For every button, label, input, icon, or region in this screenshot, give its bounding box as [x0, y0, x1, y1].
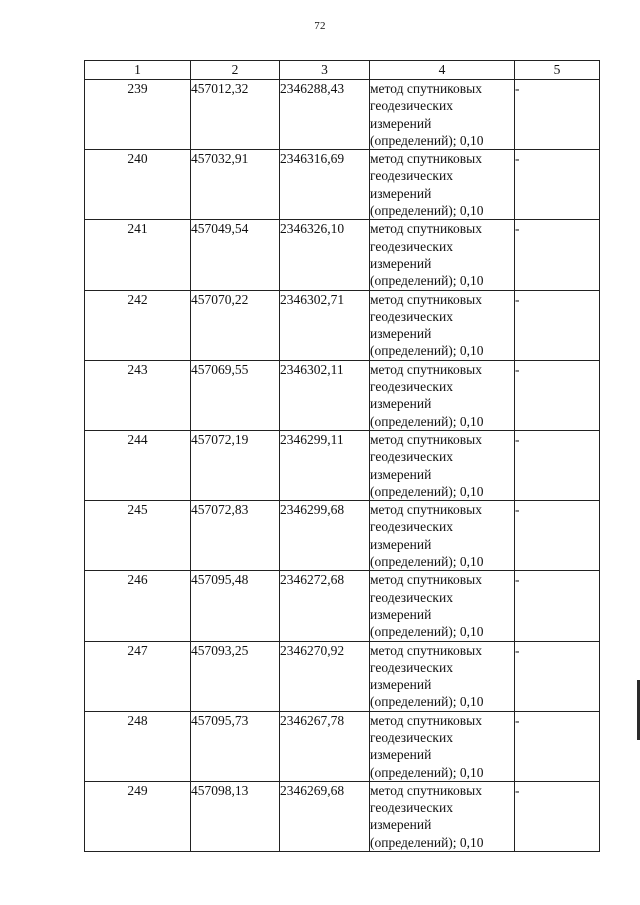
- method-cell: [370, 430, 515, 500]
- method-line: геодезических: [370, 449, 453, 465]
- y-coordinate-cell: 2346267,78: [280, 711, 370, 781]
- note-cell: -: [515, 430, 600, 500]
- point-number-cell: 243: [85, 360, 191, 430]
- method-cell: [370, 781, 515, 851]
- method-cell: [370, 220, 515, 290]
- note-cell: -: [515, 711, 600, 781]
- table-row: [85, 711, 600, 781]
- point-number-cell: 241: [85, 220, 191, 290]
- method-line: измерений: [370, 255, 432, 271]
- method-cell: [370, 711, 515, 781]
- method-line: измерений: [370, 396, 432, 412]
- x-coordinate-cell: 457098,13: [191, 781, 280, 851]
- note-cell: -: [515, 220, 600, 290]
- table-body: [85, 80, 600, 852]
- x-coordinate-cell: 457070,22: [191, 290, 280, 360]
- method-line: геодезических: [370, 379, 453, 395]
- table-row: [85, 571, 600, 641]
- method-line: геодезических: [370, 519, 453, 535]
- x-coordinate-cell: 457032,91: [191, 150, 280, 220]
- method-line: метод спутниковых: [370, 572, 482, 588]
- note-cell: -: [515, 290, 600, 360]
- method-line: (определений); 0,10: [370, 483, 484, 499]
- table-row: [85, 501, 600, 571]
- method-line: метод спутниковых: [370, 291, 482, 307]
- y-coordinate-cell: 2346269,68: [280, 781, 370, 851]
- method-line: метод спутниковых: [370, 502, 482, 518]
- method-line: метод спутниковых: [370, 151, 482, 167]
- method-cell: [370, 150, 515, 220]
- x-coordinate-cell: 457049,54: [191, 220, 280, 290]
- method-line: метод спутниковых: [370, 642, 482, 658]
- method-cell: [370, 501, 515, 571]
- x-coordinate-cell: 457093,25: [191, 641, 280, 711]
- method-cell: [370, 571, 515, 641]
- table-row: [85, 80, 600, 150]
- column-header-4: 4: [370, 61, 515, 80]
- method-cell: [370, 80, 515, 150]
- coordinates-table: [84, 60, 600, 852]
- method-line: геодезических: [370, 308, 453, 324]
- note-cell: -: [515, 781, 600, 851]
- point-number-cell: 244: [85, 430, 191, 500]
- x-coordinate-cell: 457069,55: [191, 360, 280, 430]
- x-coordinate-cell: 457012,32: [191, 80, 280, 150]
- method-line: геодезических: [370, 238, 453, 254]
- method-cell: [370, 290, 515, 360]
- method-line: измерений: [370, 606, 432, 622]
- y-coordinate-cell: 2346299,68: [280, 501, 370, 571]
- table-row: [85, 290, 600, 360]
- point-number-cell: 239: [85, 80, 191, 150]
- method-line: измерений: [370, 326, 432, 342]
- method-line: геодезических: [370, 168, 453, 184]
- y-coordinate-cell: 2346272,68: [280, 571, 370, 641]
- method-line: метод спутниковых: [370, 782, 482, 798]
- page-number: 72: [314, 20, 326, 32]
- method-line: геодезических: [370, 98, 453, 114]
- method-line: (определений); 0,10: [370, 203, 484, 219]
- note-cell: -: [515, 80, 600, 150]
- y-coordinate-cell: 2346302,71: [280, 290, 370, 360]
- method-line: (определений); 0,10: [370, 343, 484, 359]
- table-row: [85, 430, 600, 500]
- column-header-5: 5: [515, 61, 600, 80]
- method-line: измерений: [370, 115, 432, 131]
- method-line: измерений: [370, 466, 432, 482]
- point-number-cell: 245: [85, 501, 191, 571]
- method-line: измерений: [370, 536, 432, 552]
- x-coordinate-cell: 457095,48: [191, 571, 280, 641]
- method-line: метод спутниковых: [370, 361, 482, 377]
- method-line: (определений); 0,10: [370, 413, 484, 429]
- method-line: геодезических: [370, 589, 453, 605]
- method-cell: [370, 641, 515, 711]
- y-coordinate-cell: 2346270,92: [280, 641, 370, 711]
- y-coordinate-cell: 2346288,43: [280, 80, 370, 150]
- method-line: (определений); 0,10: [370, 132, 484, 148]
- method-line: метод спутниковых: [370, 81, 482, 96]
- point-number-cell: 246: [85, 571, 191, 641]
- note-cell: -: [515, 150, 600, 220]
- table-row: [85, 150, 600, 220]
- table-row: [85, 781, 600, 851]
- method-line: геодезических: [370, 800, 453, 816]
- x-coordinate-cell: 457072,19: [191, 430, 280, 500]
- table-row: [85, 220, 600, 290]
- point-number-cell: 240: [85, 150, 191, 220]
- table-row: [85, 360, 600, 430]
- method-line: метод спутниковых: [370, 221, 482, 237]
- y-coordinate-cell: 2346302,11: [280, 360, 370, 430]
- x-coordinate-cell: 457072,83: [191, 501, 280, 571]
- method-line: (определений); 0,10: [370, 624, 484, 640]
- table-header-row: [85, 61, 600, 80]
- y-coordinate-cell: 2346326,10: [280, 220, 370, 290]
- y-coordinate-cell: 2346316,69: [280, 150, 370, 220]
- method-line: (определений); 0,10: [370, 554, 484, 570]
- method-line: (определений); 0,10: [370, 694, 484, 710]
- method-line: (определений); 0,10: [370, 273, 484, 289]
- column-header-2: 2: [191, 61, 280, 80]
- method-line: измерений: [370, 747, 432, 763]
- note-cell: -: [515, 360, 600, 430]
- point-number-cell: 242: [85, 290, 191, 360]
- method-line: измерений: [370, 817, 432, 833]
- column-header-1: 1: [85, 61, 191, 80]
- method-line: (определений); 0,10: [370, 834, 484, 850]
- method-line: (определений); 0,10: [370, 764, 484, 780]
- y-coordinate-cell: 2346299,11: [280, 430, 370, 500]
- note-cell: -: [515, 571, 600, 641]
- method-line: геодезических: [370, 729, 453, 745]
- table-row: [85, 641, 600, 711]
- method-line: метод спутниковых: [370, 712, 482, 728]
- method-line: геодезических: [370, 659, 453, 675]
- point-number-cell: 247: [85, 641, 191, 711]
- method-line: измерений: [370, 185, 432, 201]
- note-cell: -: [515, 641, 600, 711]
- point-number-cell: 248: [85, 711, 191, 781]
- method-line: измерений: [370, 677, 432, 693]
- method-line: метод спутниковых: [370, 431, 482, 447]
- x-coordinate-cell: 457095,73: [191, 711, 280, 781]
- point-number-cell: 249: [85, 781, 191, 851]
- method-cell: [370, 360, 515, 430]
- column-header-3: 3: [280, 61, 370, 80]
- note-cell: -: [515, 501, 600, 571]
